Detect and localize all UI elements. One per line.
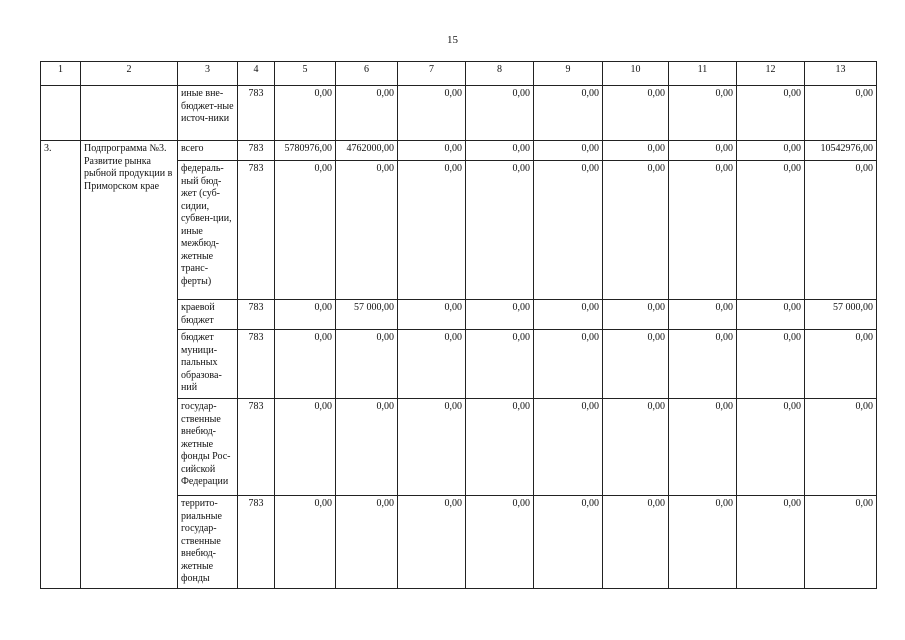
header-cell: 10 <box>603 62 669 86</box>
header-cell: 13 <box>805 62 877 86</box>
value-cell: 5780976,00 <box>275 141 336 161</box>
value-cell: 0,00 <box>336 86 398 141</box>
funding-source-cell: федераль-ный бюд-жет (суб-сидии, субвен-ции, иные межбюд-жетные транс-ферты) <box>178 161 238 300</box>
value-cell: 0,00 <box>805 330 877 399</box>
header-cell: 6 <box>336 62 398 86</box>
header-cell: 11 <box>669 62 737 86</box>
value-cell: 0,00 <box>466 330 534 399</box>
value-cell: 57 000,00 <box>805 300 877 330</box>
value-cell: 0,00 <box>336 161 398 300</box>
empty-cell <box>41 86 81 141</box>
value-cell: 0,00 <box>534 141 603 161</box>
value-cell: 0,00 <box>398 300 466 330</box>
value-cell: 0,00 <box>398 330 466 399</box>
value-cell: 0,00 <box>398 161 466 300</box>
header-cell: 5 <box>275 62 336 86</box>
value-cell: 0,00 <box>805 496 877 589</box>
value-cell: 0,00 <box>603 300 669 330</box>
value-cell: 0,00 <box>805 161 877 300</box>
program-number-cell: 3. <box>41 141 81 589</box>
empty-cell <box>81 86 178 141</box>
value-cell: 0,00 <box>275 399 336 496</box>
funding-source-cell: всего <box>178 141 238 161</box>
code-cell: 783 <box>238 399 275 496</box>
value-cell: 57 000,00 <box>336 300 398 330</box>
funding-source-cell: государ-ственные внебюд-жетные фонды Рос-сийской Федерации <box>178 399 238 496</box>
value-cell: 0,00 <box>466 161 534 300</box>
value-cell: 0,00 <box>669 86 737 141</box>
table-row <box>41 86 877 141</box>
value-cell: 0,00 <box>669 141 737 161</box>
value-cell: 0,00 <box>805 399 877 496</box>
code-cell: 783 <box>238 86 275 141</box>
value-cell: 0,00 <box>737 161 805 300</box>
value-cell: 0,00 <box>669 399 737 496</box>
funding-source-cell: бюджет муници-пальных образова-ний <box>178 330 238 399</box>
value-cell: 0,00 <box>737 86 805 141</box>
header-row <box>41 62 877 86</box>
value-cell: 0,00 <box>534 399 603 496</box>
value-cell: 0,00 <box>466 496 534 589</box>
value-cell: 0,00 <box>275 300 336 330</box>
value-cell: 0,00 <box>669 300 737 330</box>
value-cell: 0,00 <box>466 300 534 330</box>
value-cell: 0,00 <box>275 496 336 589</box>
table-row <box>41 141 877 161</box>
value-cell: 0,00 <box>603 141 669 161</box>
value-cell: 0,00 <box>603 161 669 300</box>
value-cell: 0,00 <box>275 161 336 300</box>
code-cell: 783 <box>238 161 275 300</box>
value-cell: 0,00 <box>398 496 466 589</box>
code-cell: 783 <box>238 330 275 399</box>
value-cell: 0,00 <box>336 399 398 496</box>
value-cell: 0,00 <box>275 86 336 141</box>
header-cell: 2 <box>81 62 178 86</box>
funding-source-cell: террито-риальные государ-ственные внебюд-жетные фонды <box>178 496 238 589</box>
header-cell: 3 <box>178 62 238 86</box>
value-cell: 0,00 <box>669 496 737 589</box>
value-cell: 0,00 <box>398 141 466 161</box>
program-name-cell: Подпрограмма №3. Развитие рынка рыбной продукции в Приморском крае <box>81 141 178 589</box>
value-cell: 4762000,00 <box>336 141 398 161</box>
value-cell: 0,00 <box>737 496 805 589</box>
value-cell: 0,00 <box>534 330 603 399</box>
value-cell: 0,00 <box>336 330 398 399</box>
value-cell: 0,00 <box>805 86 877 141</box>
code-cell: 783 <box>238 141 275 161</box>
value-cell: 0,00 <box>603 496 669 589</box>
value-cell: 0,00 <box>737 300 805 330</box>
value-cell: 0,00 <box>669 330 737 399</box>
value-cell: 0,00 <box>737 141 805 161</box>
value-cell: 0,00 <box>534 86 603 141</box>
header-cell: 9 <box>534 62 603 86</box>
value-cell: 0,00 <box>603 86 669 141</box>
value-cell: 0,00 <box>275 330 336 399</box>
funding-source-cell: краевой бюджет <box>178 300 238 330</box>
value-cell: 0,00 <box>398 399 466 496</box>
budget-table <box>40 61 877 589</box>
value-cell: 0,00 <box>466 141 534 161</box>
value-cell: 0,00 <box>737 330 805 399</box>
value-cell: 0,00 <box>398 86 466 141</box>
header-cell: 4 <box>238 62 275 86</box>
header-cell: 7 <box>398 62 466 86</box>
code-cell: 783 <box>238 496 275 589</box>
value-cell: 10542976,00 <box>805 141 877 161</box>
code-cell: 783 <box>238 300 275 330</box>
funding-source-cell: иные вне-бюджет-ные источ-ники <box>178 86 238 141</box>
header-cell: 8 <box>466 62 534 86</box>
value-cell: 0,00 <box>603 330 669 399</box>
header-cell: 12 <box>737 62 805 86</box>
value-cell: 0,00 <box>466 399 534 496</box>
page-number: 15 <box>447 34 458 46</box>
value-cell: 0,00 <box>737 399 805 496</box>
value-cell: 0,00 <box>534 496 603 589</box>
value-cell: 0,00 <box>603 399 669 496</box>
header-cell: 1 <box>41 62 81 86</box>
value-cell: 0,00 <box>336 496 398 589</box>
value-cell: 0,00 <box>669 161 737 300</box>
value-cell: 0,00 <box>534 161 603 300</box>
value-cell: 0,00 <box>466 86 534 141</box>
value-cell: 0,00 <box>534 300 603 330</box>
